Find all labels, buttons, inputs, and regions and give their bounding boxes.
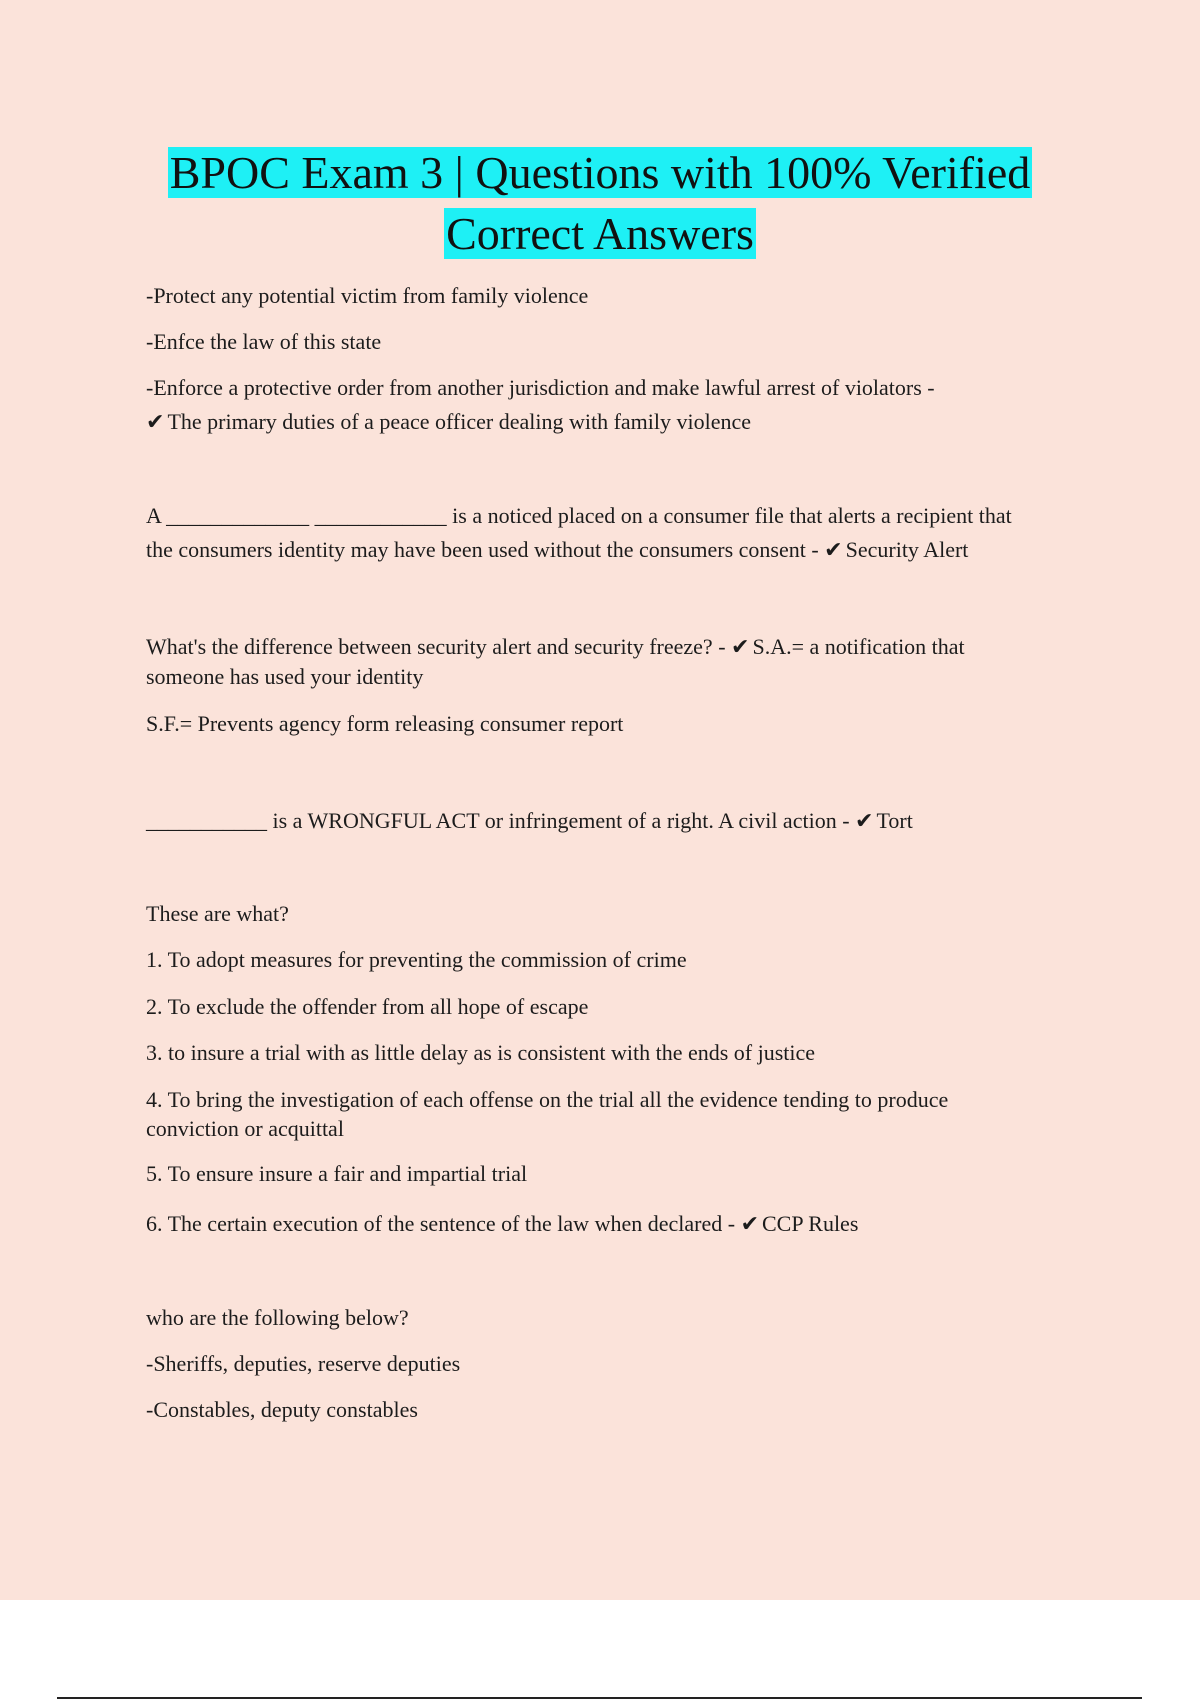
- checkmark-icon: ✔: [731, 635, 750, 660]
- q2-answer: Security Alert: [845, 537, 969, 562]
- q1-line-2: -Enfce the law of this state: [146, 329, 382, 354]
- q5-item-5: 5. To ensure insure a fair and impartial trial: [146, 1161, 528, 1186]
- q6-line-1: who are the following below?: [146, 1305, 409, 1330]
- q5-item-4b: conviction or acquittal: [146, 1116, 344, 1141]
- q5-item-4a: 4. To bring the investigation of each offense on the trial all the evidence tending to produce: [146, 1087, 949, 1112]
- q6-line-3: -Constables, deputy constables: [146, 1397, 418, 1422]
- q1-line-1: -Protect any potential victim from family violence: [146, 283, 589, 308]
- q4-answer: Tort: [876, 808, 913, 833]
- document-title: [0, 142, 1200, 264]
- q5-line-1: These are what?: [146, 901, 289, 926]
- checkmark-icon: ✔: [146, 410, 165, 435]
- q1-answer-line: [146, 405, 751, 440]
- q5-item-3: 3. to insure a trial with as little delay as is consistent with the ends of justice: [146, 1040, 816, 1065]
- q6-line-2: -Sheriffs, deputies, reserve deputies: [146, 1351, 461, 1376]
- q2-text: the consumers identity may have been used without the consumers consent -: [146, 537, 819, 562]
- q5-answer: CCP Rules: [762, 1211, 859, 1236]
- q5-item-2: 2. To exclude the offender from all hope of escape: [146, 994, 589, 1019]
- q1-line-3: -Enforce a protective order from another jurisdiction and make lawful arrest of violators -: [146, 375, 935, 400]
- q3-answer: S.A.= a notification that: [752, 634, 965, 659]
- bottom-divider: [57, 1697, 1142, 1699]
- q2-line-1: A _____________ ____________ is a noticed placed on a consumer file that alerts a recipient that: [146, 503, 1012, 528]
- q2-line-2: [146, 533, 968, 568]
- title-line-2: Correct Answers: [446, 208, 754, 259]
- checkmark-icon: ✔: [740, 1212, 759, 1237]
- q5-item-6: [146, 1207, 858, 1242]
- q3-text: What's the difference between security alert and security freeze? -: [146, 634, 726, 659]
- q4-line-1: [146, 804, 913, 839]
- q4-text: ___________ is a WRONGFUL ACT or infringement of a right. A civil action -: [146, 808, 850, 833]
- q3-line-2: someone has used your identity: [146, 664, 424, 689]
- q5-item-6-text: 6. The certain execution of the sentence of the law when declared -: [146, 1211, 736, 1236]
- q3-line-3: S.F.= Prevents agency form releasing consumer report: [146, 711, 624, 736]
- q5-item-1: 1. To adopt measures for preventing the commission of crime: [146, 947, 687, 972]
- q1-answer: The primary duties of a peace officer dealing with family violence: [167, 409, 752, 434]
- checkmark-icon: ✔: [855, 809, 874, 834]
- title-line-1: BPOC Exam 3 | Questions with 100% Verified: [169, 147, 1031, 198]
- checkmark-icon: ✔: [824, 538, 843, 563]
